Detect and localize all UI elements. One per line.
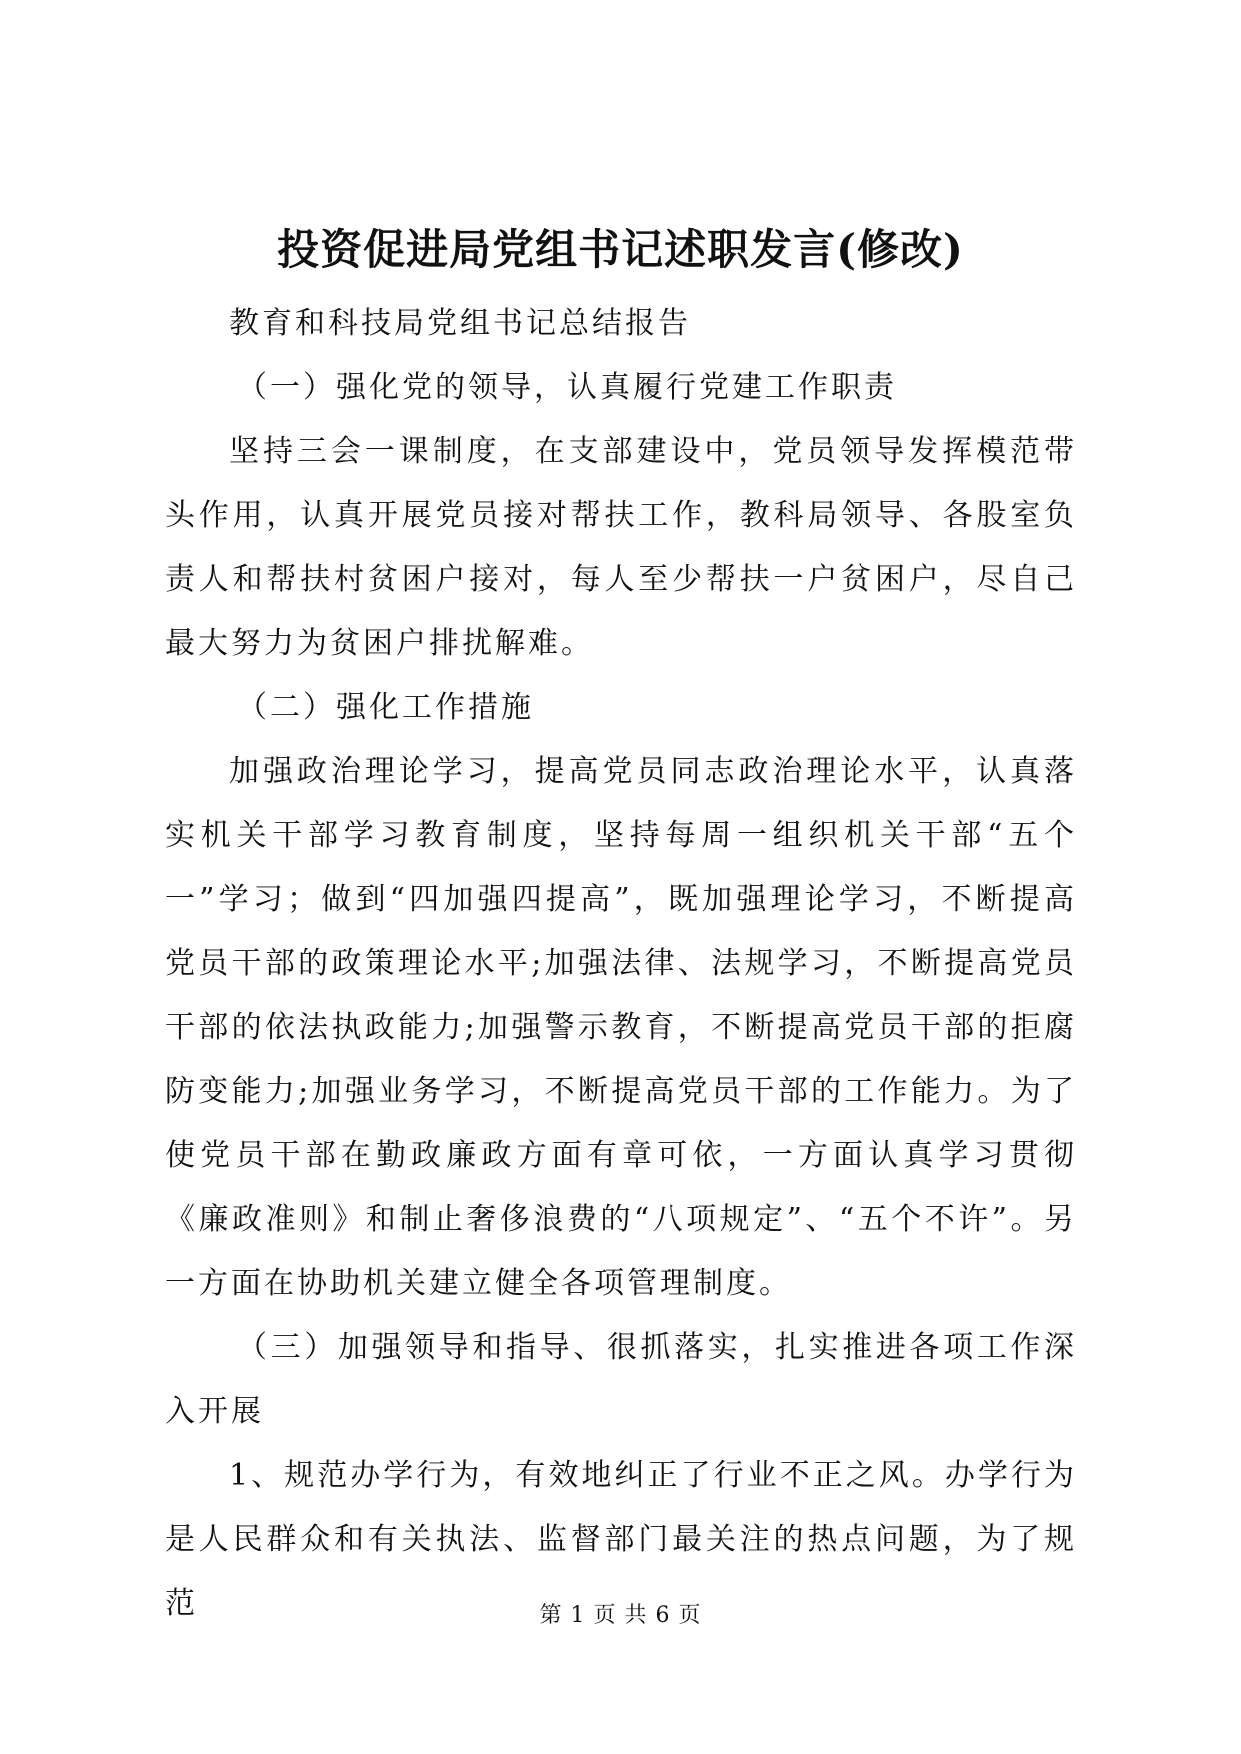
body-paragraph: 1、规范办学行为，有效地纠正了行业不正之风。办学行为是人民群众和有关执法、监督部门最关注的热点问题，为了规范 (165, 1458, 1077, 1621)
subtitle-paragraph: 教育和科技局党组书记总结报告 (229, 306, 691, 341)
document-title: 投资促进局党组书记述职发言(修改) (277, 225, 964, 274)
section-heading-2: （二）强化工作措施 (237, 690, 534, 725)
body-paragraph: 加强政治理论学习，提高党员同志政治理论水平，认真落实机关干部学习教育制度，坚持每周一组织机关干部“五个一”学习；做到“四加强四提高”，既加强理论学习，不断提高党员干部的政策理论水平;加强法律、法规学习，不断提高党员干部的依法执政能力;加强警示教育，不断提高党员干部的拒腐防变能力;加强业务学习，不断提高党员干部的工作能力。为了使党员干部在勤政廉政方面有章可依，一方面认真学习贯彻《廉政准则》和制止奢侈浪费的“八项规定”、“五个不许”。另一方面在协助机关建立健全各项管理制度。 (165, 754, 1077, 1301)
page-footer: 第 1 页 共 6 页 (539, 1603, 702, 1628)
document-body (165, 292, 1077, 1636)
section-heading-3: （三）加强领导和指导、很抓落实，扎实推进各项工作深入开展 (165, 1330, 1077, 1429)
body-paragraph: 坚持三会一课制度，在支部建设中，党员领导发挥模范带头作用，认真开展党员接对帮扶工作，教科局领导、各股室负责人和帮扶村贫困户接对，每人至少帮扶一户贫困户，尽自己最大努力为贫困户排扰解难。 (165, 434, 1077, 661)
section-heading-1: （一）强化党的领导，认真履行党建工作职责 (237, 370, 897, 405)
